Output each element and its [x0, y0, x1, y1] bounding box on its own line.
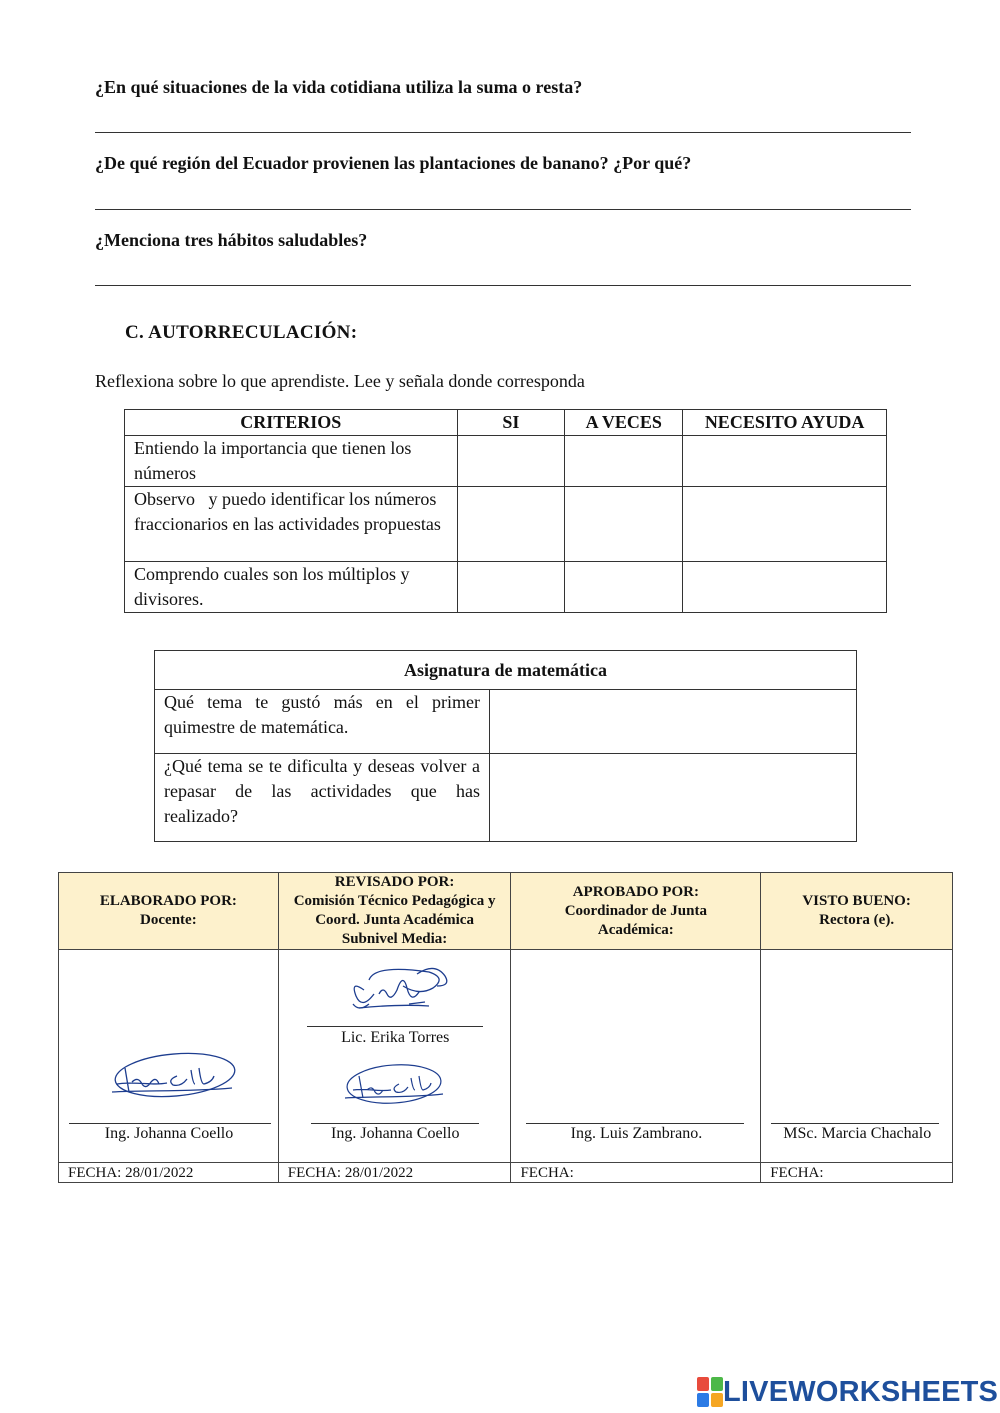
question-2: ¿De qué región del Ecuador provienen las plantaciones de banano? ¿Por qué?	[95, 153, 692, 173]
question-3: ¿Menciona tres hábitos saludables?	[95, 230, 368, 250]
signature-cell-approved[interactable]	[511, 950, 761, 1163]
sometimes-header: A VECES	[565, 410, 683, 436]
yes-cell[interactable]	[457, 436, 565, 487]
answer-line-1[interactable]	[95, 132, 911, 133]
signature-image	[339, 1060, 449, 1115]
subject-answer-cell[interactable]	[490, 690, 857, 754]
approval-title: APROBADO POR:	[572, 883, 699, 900]
subject-question: ¿Qué tema se te dificulta y deseas volver a repasar de las actividades que has realizado?	[155, 754, 490, 842]
criteria-row-label: Entiendo la importancia que tienen los números	[125, 436, 458, 487]
signer-name: Lic. Erika Torres	[341, 1029, 450, 1046]
answer-line-3[interactable]	[95, 285, 911, 286]
date-field[interactable]: FECHA:	[761, 1163, 953, 1183]
liveworksheets-brand: LIVEWORKSHEETS	[723, 1376, 999, 1408]
signature-line	[771, 1123, 939, 1124]
approval-header-approved	[511, 873, 761, 950]
signer-name: Ing. Johanna Coello	[104, 1125, 234, 1142]
approval-title: VISTO BUENO:	[802, 893, 911, 909]
signature-image	[107, 1048, 237, 1108]
approval-subtitle: Coordinador de Junta Académica:	[564, 902, 707, 938]
sometimes-cell[interactable]	[565, 562, 683, 613]
subject-table	[154, 650, 857, 842]
signature-cell-elaborated	[59, 950, 279, 1163]
signature-line	[526, 1123, 744, 1124]
approval-header-elaborated	[59, 873, 279, 950]
approval-subtitle: Rectora (e).	[819, 912, 895, 928]
approval-subtitle: Comisión Técnico Pedagógica y Coord. Junta Académica Subnivel Media:	[293, 893, 496, 947]
signature-line	[311, 1123, 479, 1124]
approval-table	[58, 872, 953, 1183]
yes-cell[interactable]	[457, 562, 565, 613]
date-field: FECHA: 28/01/2022	[59, 1163, 279, 1183]
signature-image	[339, 960, 459, 1022]
signature-line	[69, 1123, 271, 1124]
yes-cell[interactable]	[457, 487, 565, 562]
liveworksheets-logo[interactable]	[697, 1376, 998, 1408]
approval-header-reviewed	[278, 873, 511, 950]
signer-name: Ing. Luis Zambrano.	[570, 1125, 703, 1142]
sometimes-cell[interactable]	[565, 436, 683, 487]
answer-line-2[interactable]	[95, 209, 911, 210]
question-1: ¿En qué situaciones de la vida cotidiana utiliza la suma o resta?	[95, 77, 583, 97]
criteria-header: CRITERIOS	[125, 410, 458, 436]
signature-line	[307, 1026, 483, 1027]
date-field: FECHA: 28/01/2022	[278, 1163, 511, 1183]
need-help-cell[interactable]	[683, 436, 887, 487]
subject-question: Qué tema te gustó más en el primer quimestre de matemática.	[155, 690, 490, 754]
subject-answer-cell[interactable]	[490, 754, 857, 842]
criteria-row-label: Comprendo cuales son los múltiplos y divisores.	[125, 562, 458, 613]
section-title: C. AUTORRECULACIÓN:	[125, 322, 358, 343]
approval-header-endorsed	[761, 873, 953, 950]
liveworksheets-logo-icon	[697, 1377, 723, 1407]
need-help-header: NECESITO AYUDA	[683, 410, 887, 436]
signature-cell-reviewed	[278, 950, 511, 1163]
signer-name: MSc. Marcia Chachalo	[783, 1125, 932, 1142]
date-field[interactable]: FECHA:	[511, 1163, 761, 1183]
sometimes-cell[interactable]	[565, 487, 683, 562]
signature-cell-endorsed[interactable]	[761, 950, 953, 1163]
yes-header: SI	[457, 410, 565, 436]
need-help-cell[interactable]	[683, 487, 887, 562]
approval-subtitle: Docente:	[140, 912, 197, 928]
section-intro: Reflexiona sobre lo que aprendiste. Lee y señala donde corresponda	[95, 371, 585, 391]
criteria-table	[124, 409, 887, 613]
approval-title: ELABORADO POR:	[99, 893, 237, 909]
signer-name: Ing. Johanna Coello	[331, 1125, 460, 1142]
approval-title: REVISADO POR:	[334, 874, 455, 890]
need-help-cell[interactable]	[683, 562, 887, 613]
subject-title: Asignatura de matemática	[155, 651, 857, 690]
criteria-row-label: Observo y puedo identificar los números fraccionarios en las actividades propuestas	[125, 487, 458, 562]
